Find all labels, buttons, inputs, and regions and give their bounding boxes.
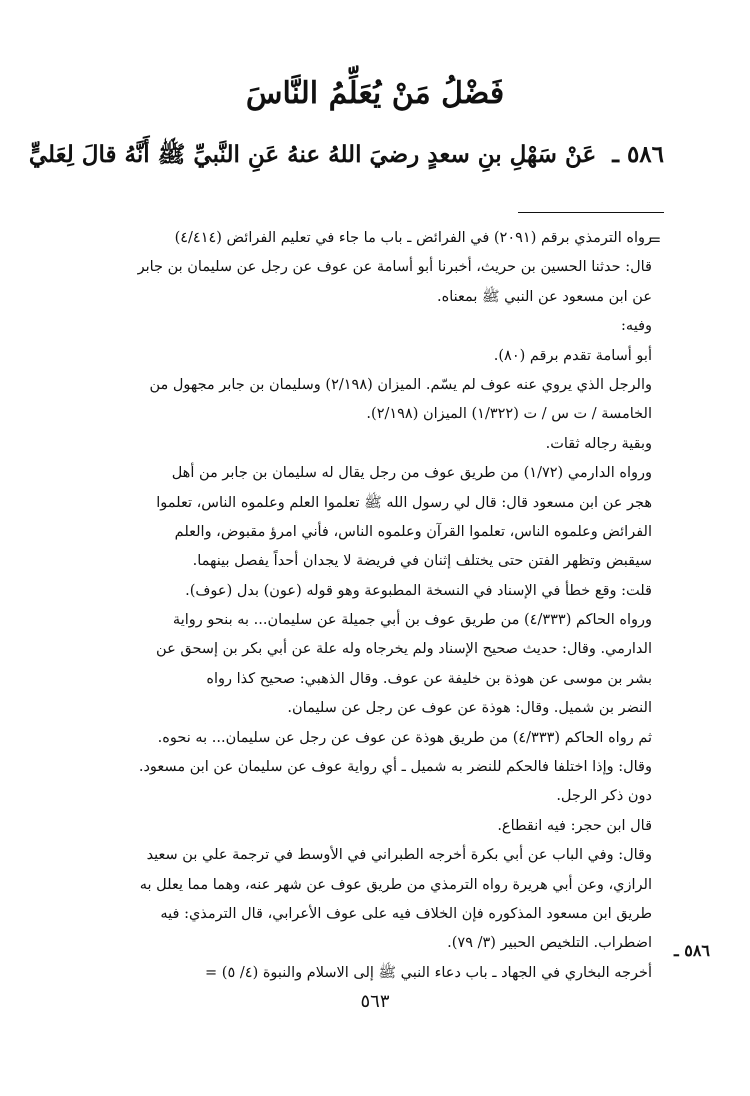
note-line: أخرجه البخاري في الجهاد ـ باب دعاء النبي ﷺ إلى الاسلام والنبوة (٤/ ٥) = xyxy=(205,964,652,981)
note-line: والرجل الذي يروي عنه عوف لم يسّم. الميزان (٢/١٩٨) وسليمان بن جابر مجهول من xyxy=(149,376,652,393)
hadith-text: عَنْ سَهْلِ بنِ سعدٍ رضيَ اللهُ عنهُ عَنِ النَّبيِّ ﷺ أَنَّهُ قالَ لِعَليٍّ xyxy=(28,141,597,168)
note-line: النضر بن شميل. وقال: هوذة عن عوف عن رجل عن سليمان. xyxy=(287,700,652,717)
continuation-mark: = xyxy=(648,230,662,249)
note-line: بشر بن موسى عن هوذة بن خليفة عن عوف. وقال الذهبي: صحيح كذا رواه xyxy=(206,670,652,687)
note-line: الفرائض وعلموه الناس، تعلموا القرآن وعلموه الناس، فأني امرؤ مقبوض، والعلم xyxy=(174,523,652,540)
note-line: اضطراب. التلخيص الحبير (٣/ ٧٩). xyxy=(447,935,652,952)
footnotes-block xyxy=(82,224,652,988)
note-line: هجر عن ابن مسعود قال: قال لي رسول الله ﷺ تعلموا العلم وعلموه الناس، تعلموا xyxy=(156,494,652,511)
note-line: وقال: وفي الباب عن أبي بكرة أخرجه الطبراني في الأوسط في ترجمة علي بن سعيد xyxy=(146,847,652,864)
note-line: رواه الترمذي برقم (٢٠٩١) في الفرائض ـ باب ما جاء في تعليم الفرائض (٤/٤١٤) xyxy=(174,230,652,246)
note-line: ورواه الدارمي (١/٧٢) من طريق عوف من رجل يقال له سليمان بن جابر من أهل xyxy=(171,465,652,482)
note-line: ثم رواه الحاكم (٤/٣٣٣) من طريق هوذة عن عوف عن رجل عن سليمان... به نحوه. xyxy=(157,729,652,746)
note-line: طريق ابن مسعود المذكوره فإن الخلاف فيه على عوف الأعرابي، قال الترمذي: فيه xyxy=(160,905,652,922)
footnote-divider xyxy=(518,212,664,213)
note-line: وفيه: xyxy=(621,318,652,335)
note-line: الخامسة / ت س / ت (١/٣٢٢) الميزان (٢/١٩٨). xyxy=(366,406,652,423)
note-line: وبقية رجاله ثقات. xyxy=(545,435,652,452)
note-line: الدارمي. وقال: حديث صحيح الإسناد ولم يخرجاه وله علة عن أبي بكر بن إسحق عن xyxy=(156,641,652,658)
note-line: وقال: وإذا اختلفا فالحكم للنضر به شميل ـ أي رواية عوف عن سليمان عن ابن مسعود. xyxy=(138,759,652,776)
note-line: عن ابن مسعود عن النبي ﷺ بمعناه. xyxy=(437,288,652,305)
note-line: سيقبض وتظهر الفتن حتى يختلف إثنان في فريضة لا يجدان أحداً يفصل بينهما. xyxy=(192,553,652,570)
note-line: قال: حدثنا الحسين بن حريث، أخبرنا أبو أسامة عن عوف عن رجل عن سليمان بن جابر xyxy=(137,259,652,276)
page-number: ٥٦٣ xyxy=(360,991,390,1012)
note-line: دون ذكر الرجل. xyxy=(556,788,652,805)
hadith-number: ٥٨٦ ـ xyxy=(612,141,664,168)
note-line: قال ابن حجر: فيه انقطاع. xyxy=(497,817,652,834)
footnote-number: ٥٨٦ ـ xyxy=(673,941,710,960)
hadith-opening-line xyxy=(28,135,664,175)
note-line: قلت: وقع خطأ في الإسناد في النسخة المطبوعة وهو قوله (عون) بدل (عوف). xyxy=(185,582,652,599)
note-line: ورواه الحاكم (٤/٣٣٣) من طريق عوف بن أبي جميلة عن سليمان... به بنحو رواية xyxy=(172,612,652,629)
chapter-title: فَضْلُ مَنْ يُعَلِّمُ النَّاسَ xyxy=(245,76,505,111)
note-line: الرازي، وعن أبي هريرة رواه الترمذي من طريق عوف عن شهر عنه، وهما مما يعلل به xyxy=(139,876,652,893)
note-line: أبو أسامة تقدم برقم (٨٠). xyxy=(493,347,652,364)
